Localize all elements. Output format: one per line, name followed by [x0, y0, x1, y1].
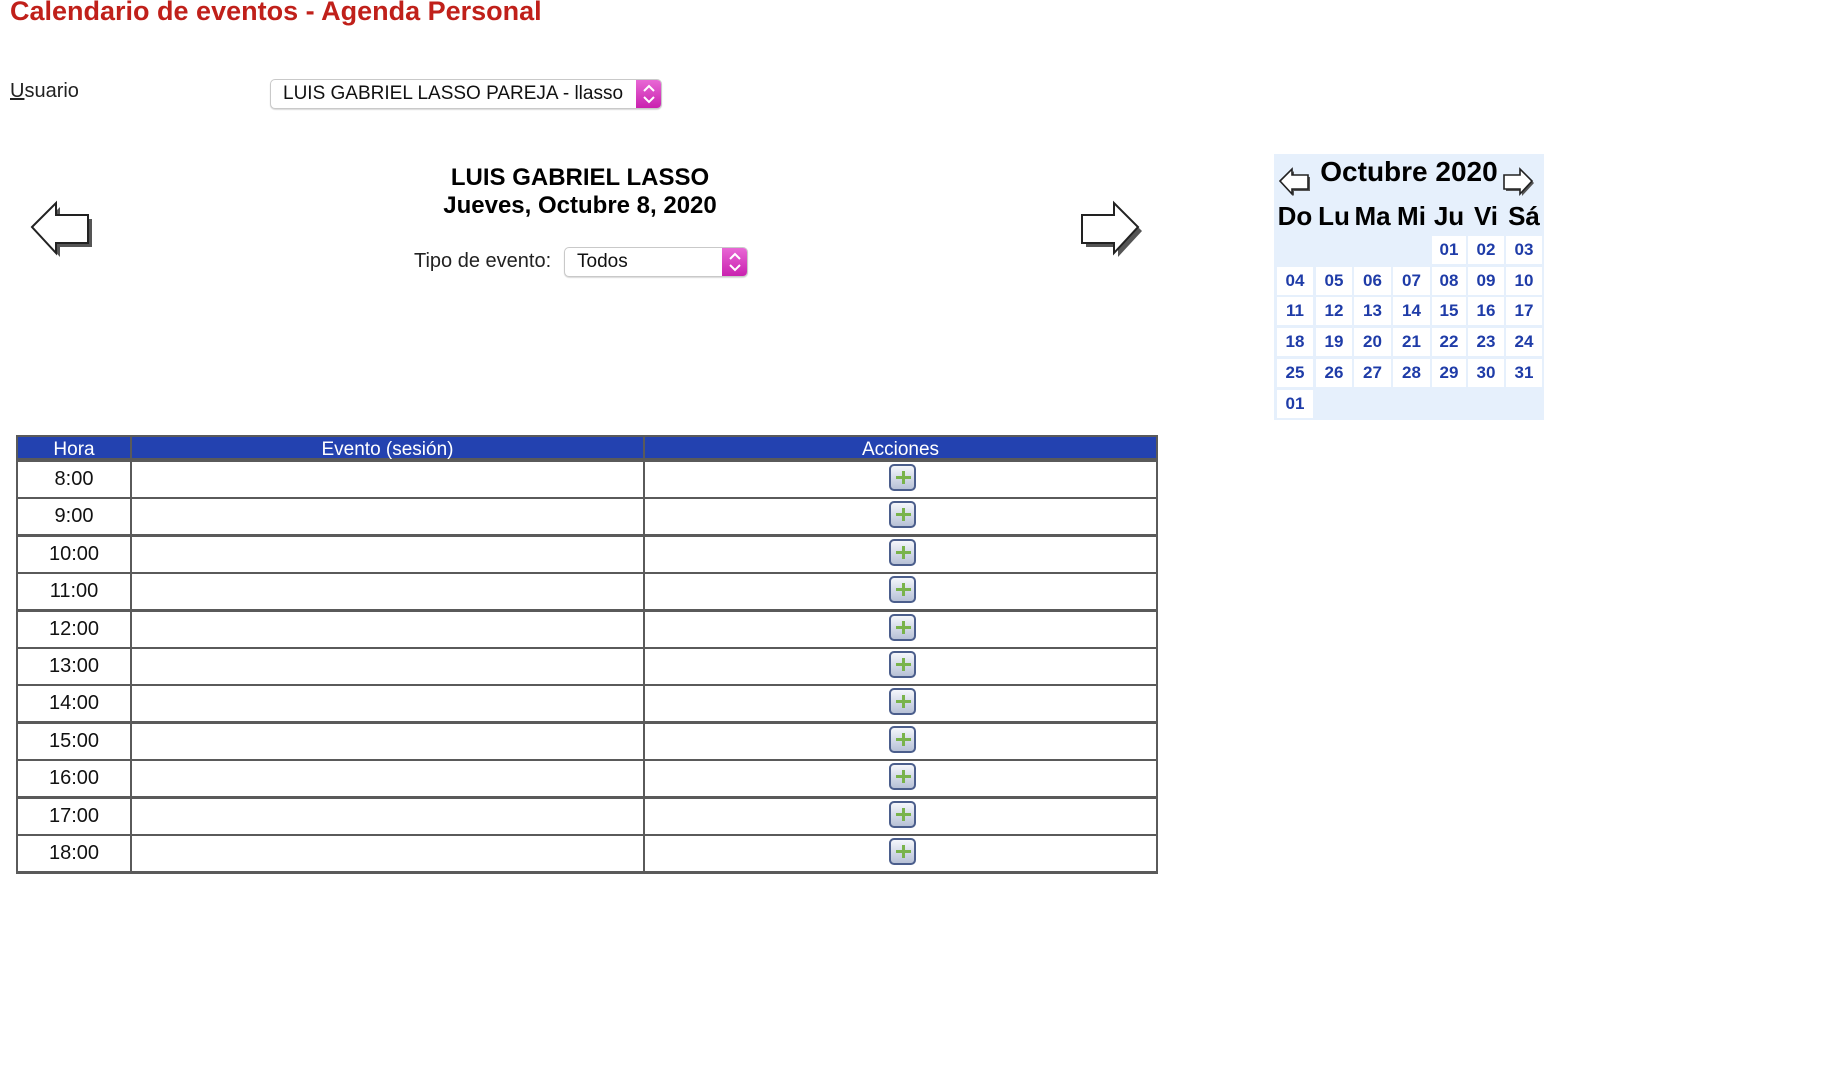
table-row	[18, 761, 1156, 796]
actions-cell	[645, 724, 1156, 759]
add-event-plus-icon[interactable]	[889, 501, 916, 528]
calendar-day[interactable]: 10	[1506, 267, 1542, 295]
table-row	[18, 612, 1156, 647]
left-arrow-icon	[30, 199, 94, 259]
actions-cell	[645, 462, 1156, 497]
calendar-day-empty	[1393, 390, 1430, 418]
hour-cell: 14:00	[18, 686, 130, 721]
table-row	[18, 724, 1156, 759]
weekday-header: Mi	[1397, 201, 1426, 231]
hour-cell: 8:00	[18, 462, 130, 497]
table-row	[18, 462, 1156, 497]
add-event-plus-icon[interactable]	[889, 614, 916, 641]
calendar-day[interactable]: 04	[1277, 267, 1313, 295]
calendar-day[interactable]: 22	[1432, 328, 1466, 356]
weekday-header: Ma	[1354, 201, 1391, 231]
event-cell[interactable]	[132, 612, 643, 647]
table-row	[18, 686, 1156, 721]
add-event-plus-icon[interactable]	[889, 576, 916, 603]
add-event-plus-icon[interactable]	[889, 726, 916, 753]
event-cell[interactable]	[132, 649, 643, 684]
mini-calendar	[1274, 154, 1544, 420]
calendar-day[interactable]: 06	[1354, 267, 1391, 295]
calendar-day[interactable]: 28	[1393, 359, 1430, 387]
calendar-day[interactable]: 13	[1354, 297, 1391, 325]
calendar-day[interactable]: 08	[1432, 267, 1466, 295]
calendar-day[interactable]: 12	[1316, 297, 1352, 325]
calendar-day[interactable]: 03	[1506, 236, 1542, 264]
actions-cell	[645, 799, 1156, 834]
hour-cell: 13:00	[18, 649, 130, 684]
hour-cell: 16:00	[18, 761, 130, 796]
actions-cell	[645, 836, 1156, 871]
event-type-select-value: Todos	[577, 251, 628, 272]
table-row	[18, 537, 1156, 572]
hour-cell: 17:00	[18, 799, 130, 834]
actions-cell	[645, 574, 1156, 609]
event-type-select-chevron-icon	[722, 247, 748, 277]
hour-cell: 10:00	[18, 537, 130, 572]
calendar-day-empty	[1393, 236, 1430, 264]
user-select-chevron-icon	[636, 79, 662, 109]
actions-cell	[645, 761, 1156, 796]
hour-cell: 12:00	[18, 612, 130, 647]
agenda-owner-name: LUIS GABRIEL LASSO	[450, 164, 710, 191]
actions-cell	[645, 649, 1156, 684]
calendar-day[interactable]: 01	[1432, 236, 1466, 264]
event-type-label: Tipo de evento:	[414, 250, 552, 272]
weekday-header: Vi	[1473, 201, 1499, 231]
event-cell[interactable]	[132, 761, 643, 796]
user-label-access-key: U	[10, 80, 25, 102]
user-select-value: LUIS GABRIEL LASSO PAREJA - llasso	[283, 83, 624, 104]
calendar-day[interactable]: 30	[1468, 359, 1504, 387]
column-header-event: Evento (sesión)	[132, 437, 643, 460]
next-day-button[interactable]	[1080, 199, 1144, 264]
calendar-day[interactable]: 19	[1316, 328, 1352, 356]
actions-cell	[645, 612, 1156, 647]
calendar-day[interactable]: 01	[1277, 390, 1313, 418]
weekday-header: Sá	[1508, 201, 1540, 231]
calendar-day-empty	[1316, 390, 1352, 418]
weekday-header: Ju	[1433, 201, 1465, 231]
calendar-day[interactable]: 11	[1277, 297, 1313, 325]
calendar-day[interactable]: 25	[1277, 359, 1313, 387]
add-event-plus-icon[interactable]	[889, 651, 916, 678]
calendar-day[interactable]: 18	[1277, 328, 1313, 356]
calendar-day[interactable]: 15	[1432, 297, 1466, 325]
calendar-day[interactable]: 27	[1354, 359, 1391, 387]
calendar-day-empty	[1506, 390, 1542, 418]
event-cell[interactable]	[132, 799, 643, 834]
hour-cell: 15:00	[18, 724, 130, 759]
calendar-day[interactable]: 05	[1316, 267, 1352, 295]
calendar-day[interactable]: 16	[1468, 297, 1504, 325]
weekday-header: Lu	[1318, 201, 1350, 231]
calendar-day-empty	[1354, 236, 1391, 264]
hour-cell: 11:00	[18, 574, 130, 609]
event-cell[interactable]	[132, 836, 643, 871]
calendar-day-empty	[1468, 390, 1504, 418]
add-event-plus-icon[interactable]	[889, 838, 916, 865]
calendar-day-empty	[1432, 390, 1466, 418]
actions-cell	[645, 686, 1156, 721]
event-cell[interactable]	[132, 537, 643, 572]
event-cell[interactable]	[132, 686, 643, 721]
table-row	[18, 649, 1156, 684]
page-title: Calendario de eventos - Agenda Personal	[10, 0, 542, 26]
calendar-day[interactable]: 14	[1393, 297, 1430, 325]
calendar-day[interactable]: 29	[1432, 359, 1466, 387]
right-arrow-icon	[1503, 166, 1537, 198]
hour-cell: 9:00	[18, 499, 130, 534]
add-event-plus-icon[interactable]	[889, 539, 916, 566]
user-label	[10, 80, 79, 103]
right-arrow-icon	[1080, 199, 1144, 259]
weekday-header: Do	[1277, 201, 1313, 231]
schedule-table	[16, 435, 1158, 874]
table-row	[18, 836, 1156, 871]
column-header-actions: Acciones	[645, 437, 1156, 460]
table-row	[18, 574, 1156, 609]
add-event-plus-icon[interactable]	[889, 688, 916, 715]
user-select[interactable]	[270, 79, 662, 109]
calendar-day[interactable]: 23	[1468, 328, 1504, 356]
calendar-day-empty	[1277, 236, 1313, 264]
calendar-day[interactable]: 09	[1468, 267, 1504, 295]
calendar-day[interactable]: 24	[1506, 328, 1542, 356]
add-event-plus-icon[interactable]	[889, 763, 916, 790]
event-cell[interactable]	[132, 499, 643, 534]
actions-cell	[645, 499, 1156, 534]
calendar-day[interactable]: 21	[1393, 328, 1430, 356]
calendar-day[interactable]: 20	[1354, 328, 1391, 356]
calendar-next-month-button[interactable]	[1503, 166, 1537, 203]
actions-cell	[645, 537, 1156, 572]
calendar-day[interactable]: 31	[1506, 359, 1542, 387]
table-row	[18, 499, 1156, 534]
calendar-day[interactable]: 17	[1506, 297, 1542, 325]
event-type-select[interactable]	[564, 247, 748, 277]
calendar-day-empty	[1354, 390, 1391, 418]
user-label-text: suario	[24, 80, 79, 102]
event-cell[interactable]	[132, 724, 643, 759]
calendar-month-title: Octubre 2020	[1320, 156, 1498, 187]
add-event-plus-icon[interactable]	[889, 801, 916, 828]
hour-cell: 18:00	[18, 836, 130, 871]
event-cell[interactable]	[132, 462, 643, 497]
event-cell[interactable]	[132, 574, 643, 609]
table-row	[18, 799, 1156, 834]
column-header-hour: Hora	[18, 437, 130, 460]
add-event-plus-icon[interactable]	[889, 464, 916, 491]
calendar-day[interactable]: 26	[1316, 359, 1352, 387]
calendar-day-empty	[1316, 236, 1352, 264]
agenda-date: Jueves, Octubre 8, 2020	[443, 192, 717, 219]
prev-day-button[interactable]	[30, 199, 94, 264]
calendar-day[interactable]: 07	[1393, 267, 1430, 295]
calendar-day[interactable]: 02	[1468, 236, 1504, 264]
